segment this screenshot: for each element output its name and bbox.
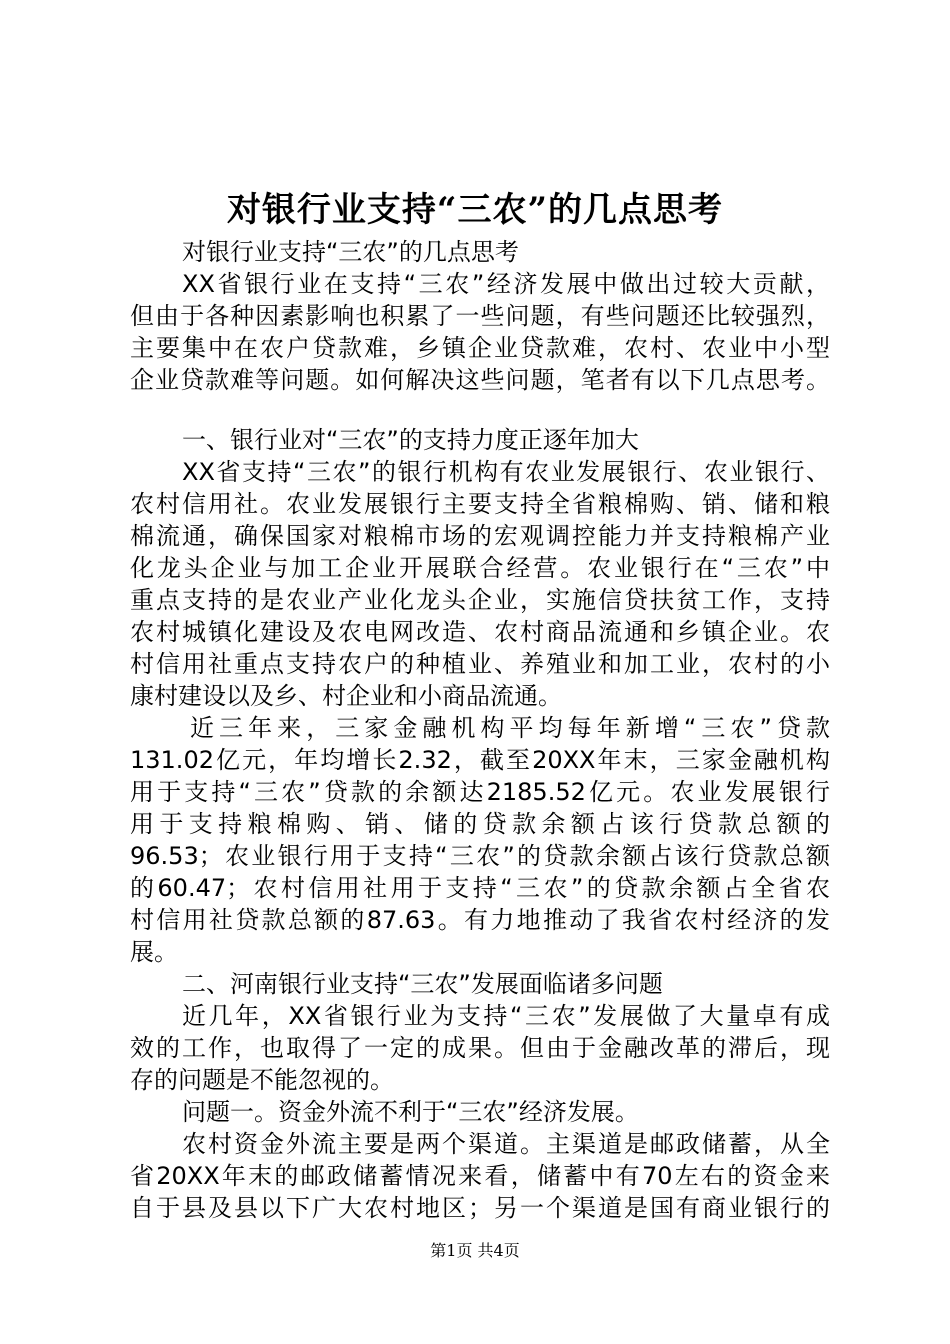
- paragraph-line: 用于支持粮棉购、销、储的贷款余额占该行贷款总额的: [130, 810, 830, 838]
- paragraph-line: XX省银行业在支持“三农”经济发展中做出过较大贡献，: [182, 270, 830, 298]
- paragraph-line: 自于县及县以下广大农村地区；另一个渠道是国有商业银行的: [130, 1194, 830, 1222]
- paragraph-line: 近三年来，三家金融机构平均每年新增“三农”贷款: [190, 714, 830, 742]
- paragraph-line: 企业贷款难等问题。如何解决这些问题，笔者有以下几点思考。: [130, 366, 830, 394]
- paragraph-line: 问题一。资金外流不利于“三农”经济发展。: [182, 1098, 639, 1126]
- paragraph-line: 存的问题是不能忽视的。: [130, 1066, 394, 1094]
- paragraph-line: XX省支持“三农”的银行机构有农业发展银行、农业银行、: [182, 458, 830, 486]
- page-number-footer: 第1页 共4页: [430, 1241, 520, 1260]
- paragraph-line: 化龙头企业与加工企业开展联合经营。农业银行在“三农”中: [130, 554, 830, 582]
- paragraph-line: 棉流通，确保国家对粮棉市场的宏观调控能力并支持粮棉产业: [130, 522, 830, 550]
- paragraph-line: 对银行业支持“三农”的几点思考: [182, 238, 519, 266]
- section-heading: 二、河南银行业支持“三农”发展面临诸多问题: [182, 970, 663, 998]
- paragraph-line: 用于支持“三农”贷款的余额达2185.52亿元。农业发展银行: [130, 778, 830, 806]
- paragraph-line: 农村资金外流主要是两个渠道。主渠道是邮政储蓄，从全: [182, 1130, 830, 1158]
- paragraph-line: 康村建设以及乡、村企业和小商品流通。: [130, 682, 562, 710]
- paragraph-line: 的60.47；农村信用社用于支持“三农”的贷款余额占全省农: [130, 874, 830, 902]
- section-heading: 一、银行业对“三农”的支持力度正逐年加大: [182, 426, 639, 454]
- paragraph-line: 省20XX年末的邮政储蓄情况来看，储蓄中有70左右的资金来: [130, 1162, 830, 1190]
- paragraph-line: 主要集中在农户贷款难，乡镇企业贷款难，农村、农业中小型: [130, 334, 830, 362]
- paragraph-line: 131.02亿元，年均增长2.32，截至20XX年末，三家金融机构: [130, 746, 830, 774]
- document-title: 对银行业支持“三农”的几点思考: [226, 190, 724, 230]
- paragraph-line: 村信用社贷款总额的87.63。有力地推动了我省农村经济的发: [130, 906, 830, 934]
- paragraph-line: 农村城镇化建设及农电网改造、农村商品流通和乡镇企业。农: [130, 618, 830, 646]
- paragraph-line: 96.53；农业银行用于支持“三农”的贷款余额占该行贷款总额: [130, 842, 830, 870]
- paragraph-line: 农村信用社。农业发展银行主要支持全省粮棉购、销、储和粮: [130, 490, 830, 518]
- paragraph-line: 但由于各种因素影响也积累了一些问题，有些问题还比较强烈，: [130, 302, 830, 330]
- paragraph-line: 效的工作，也取得了一定的成果。但由于金融改革的滞后，现: [130, 1034, 830, 1062]
- paragraph-line: 重点支持的是农业产业化龙头企业，实施信贷扶贫工作，支持: [130, 586, 830, 614]
- paragraph-line: 展。: [130, 938, 178, 966]
- paragraph-line: 近几年，XX省银行业为支持“三农”发展做了大量卓有成: [182, 1002, 830, 1030]
- paragraph-line: 村信用社重点支持农户的种植业、养殖业和加工业，农村的小: [130, 650, 830, 678]
